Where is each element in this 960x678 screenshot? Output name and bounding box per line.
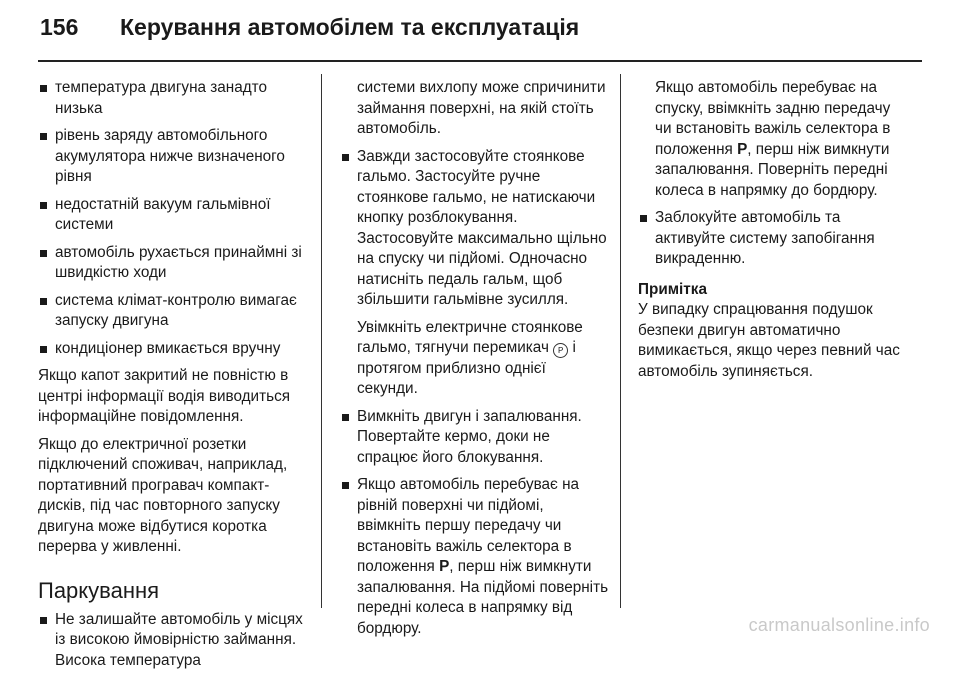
list-item: кондиціонер вмикається вручну [38,339,310,360]
paragraph: Якщо до електричної розетки підключений споживач, наприклад, портативний програвач компакт-дисків, під час повторного запуску двигуна може відбутися коротка перерва у живленні. [38,435,288,555]
paragraph: Якщо автомобіль перебуває на спуску, ввімкніть задню передачу чи встановіть важіль селектора в положення P, перш ніж вимкнути запалювання. Поверніть передні колеса в напрямку до бордюру. [655,79,891,199]
list-item: автомобіль рухається принаймні зі швидкістю ходи [38,243,310,284]
column-1 [38,78,310,678]
list-item-text: Завжди застосовуйте стоянкове гальмо. Застосуйте ручне стоянкове гальмо, не натискаючи кнопку розблокування. Застосовуйте максимально щільно на спуску чи підйомі. Одночасно натисніть педаль гальм, щоб збільшити гальмівне зусилля. [357,147,607,308]
column-2 [340,78,610,646]
list-item-subparagraph: Увімкніть електричне стоянкове гальмо, тягнучи перемикач P і протягом приблизно однієї секунди. [357,318,583,397]
column-3 [638,78,910,382]
list-item: Якщо автомобіль перебуває на рівній поверхні чи підйомі, ввімкніть першу передачу чи встановіть важіль селектора в положення P, перш ніж вимкнути запалювання. На підйомі поверніть передні колеса в напрямку від бордюру. [340,475,610,639]
section-heading: Паркування [38,577,160,603]
column-divider [620,74,621,608]
page-title: Керування автомобілем та експлуатація [120,14,580,40]
column-divider [321,74,322,608]
list-item: Не залишайте автомобіль у місцях із високою ймовірністю займання. Висока температура [38,610,310,672]
page-number: 156 [40,14,79,40]
list-item: Вимкніть двигун і запалювання. Повертайте кермо, доки не спрацює його блокування. [340,407,610,469]
page-header [40,14,579,54]
list-item [340,147,610,400]
list-item: рівень заряду автомобільного акумулятора нижче визначеного рівня [38,126,310,188]
list-item: Заблокуйте автомобіль та активуйте систему запобігання викраденню. [638,208,910,270]
paragraph: Якщо капот закритий не повністю в центрі інформації водія виводиться інформаційне повідомлення. [38,367,290,425]
note-text: У випадку спрацювання подушок безпеки двигун автоматично вимикається, якщо через певний час автомобіль зупиняється. [638,301,900,380]
paragraph: системи вихлопу може спричинити займання поверхні, на якій стоїть автомобіль. [357,79,606,137]
header-rule [38,60,922,62]
parking-brake-icon: P [553,343,568,358]
watermark: carmanualsonline.info [748,615,930,635]
list-item: температура двигуна занадто низька [38,78,310,119]
note-title: Примітка [638,280,707,298]
list-item: недостатній вакуум гальмівної системи [38,195,310,236]
list-item: система клімат-контролю вимагає запуску двигуна [38,291,310,332]
